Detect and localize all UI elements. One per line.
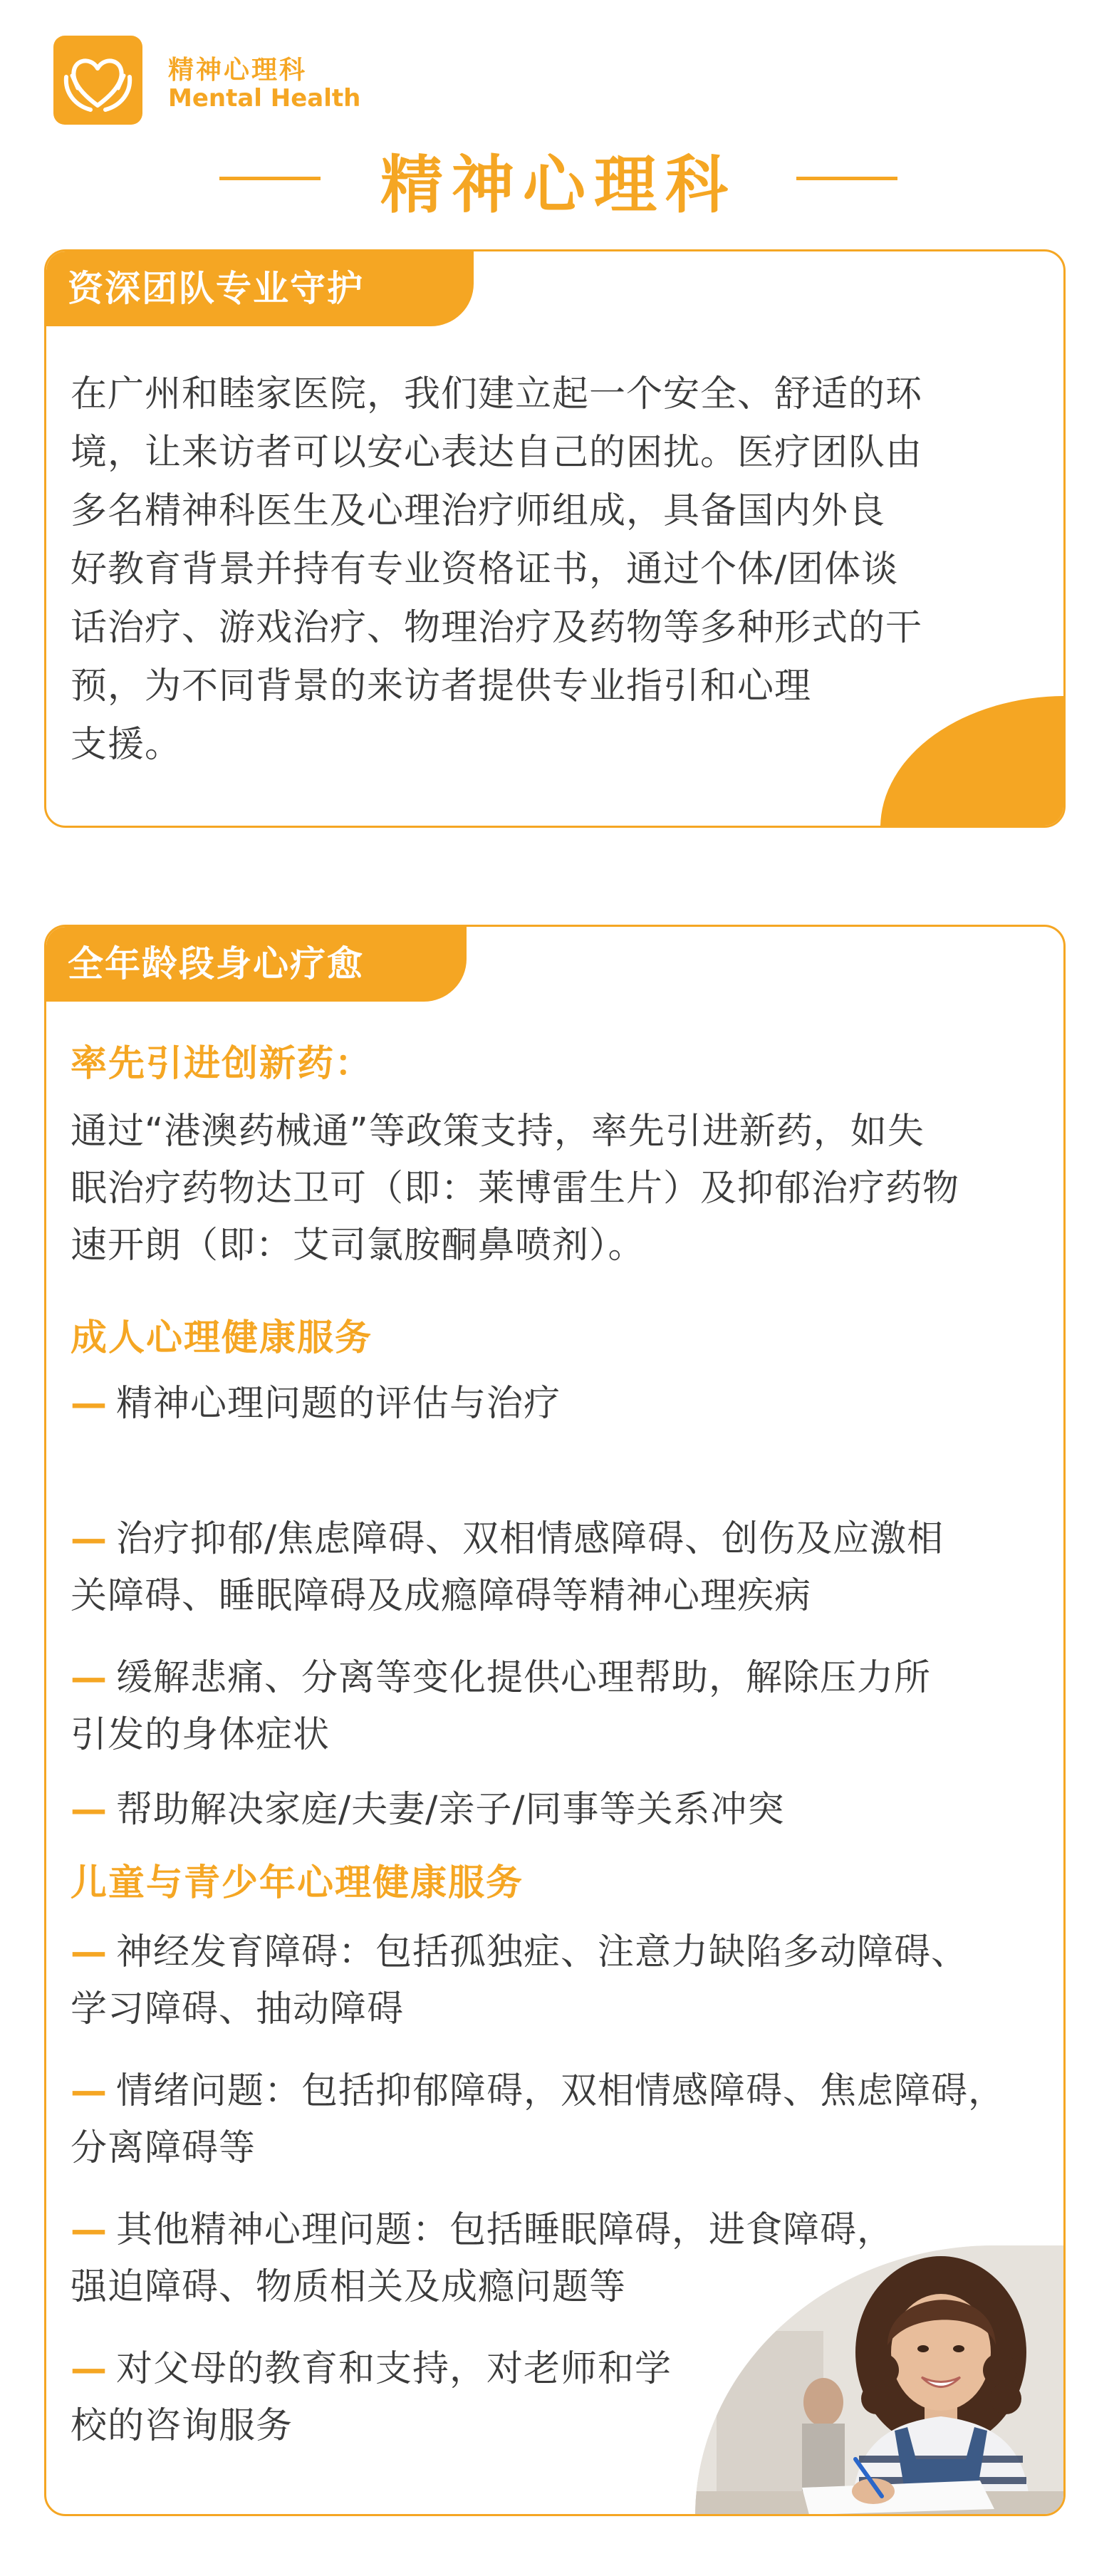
brand-name-en: Mental Health [168,84,361,113]
list-item [71,1650,1061,1764]
section-heading-children: 儿童与青少年心理健康服务 [71,1862,524,1904]
card-tab-title: 全年龄段身心疗愈 [46,927,467,1002]
list-item-text: 校的咨询服务 [71,2405,293,2447]
dash-marker: — [71,2209,108,2251]
dash-marker: — [71,1383,108,1425]
list-item [71,1924,1061,2038]
text-line: 话治疗、游戏治疗、物理治疗及药物等多种形式的干 [71,607,923,649]
list-item [71,2063,1061,2177]
text-line: 境，让来访者可以安心表达自己的困扰。医疗团队由 [71,432,923,474]
list-item [71,1376,1061,1433]
title-divider-right [796,177,897,180]
innovative-drugs-text [71,1103,1053,1274]
list-item [71,2341,783,2455]
list-item-text: 缓解悲痛、分离等变化提供心理帮助，解除压力所 [116,1657,932,1699]
text-line: 眠治疗药物达卫可（即：莱博雷生片）及抑郁治疗药物 [71,1168,960,1210]
dash-marker: — [71,1789,108,1831]
list-item-text: 其他精神心理问题：包括睡眠障碍，进食障碍， [116,2209,895,2251]
dash-marker: — [71,1657,108,1699]
list-item-text: 帮助解决家庭/夫妻/亲子/同事等关系冲突 [116,1789,785,1831]
text-line: 通过“港澳药械通”等政策支持，率先引进新药，如失 [71,1111,925,1153]
logo [53,36,142,125]
list-item [71,1782,1061,1839]
text-line: 多名精神科医生及心理治疗师组成，具备国内外良 [71,490,886,532]
dash-marker: — [71,1518,108,1560]
text-line: 好教育背景并持有专业资格证书，通过个体/团体谈 [71,549,899,591]
text-line: 在广州和睦家医院，我们建立起一个安全、舒适的环 [71,373,923,415]
text-line: 速开朗（即：艾司氯胺酮鼻喷剂）。 [71,1225,645,1267]
list-item-text: 神经发育障碍：包括孤独症、注意力缺陷多动障碍、 [116,1931,969,1973]
dash-marker: — [71,2348,108,2390]
list-item-text: 情绪问题：包括抑郁障碍，双相情感障碍、焦虑障碍， [116,2070,1006,2112]
list-item-text: 强迫障碍、物质相关及成瘾问题等 [71,2266,627,2308]
services-card [44,925,1066,2516]
text-line: 预，为不同背景的来访者提供专业指引和心理 [71,665,812,707]
dash-marker: — [71,1931,108,1973]
list-item-text: 精神心理问题的评估与治疗 [116,1383,561,1425]
section-heading-adult: 成人心理健康服务 [71,1317,373,1359]
text-line: 支援。 [71,724,182,766]
card-tab-title: 资深团队专业守护 [46,251,474,326]
list-item [71,1511,1061,1625]
list-item-text: 学习障碍、抽动障碍 [71,1988,405,2030]
list-item-text: 治疗抑郁/焦虑障碍、双相情感障碍、创伤及应激相 [116,1518,944,1560]
hands-heart-icon [53,36,142,125]
list-item-text: 引发的身体症状 [71,1714,330,1756]
title-divider-left [219,177,321,180]
list-item-text: 分离障碍等 [71,2127,256,2169]
page-title: 精神心理科 [380,148,736,222]
team-card [44,249,1066,828]
list-item-text: 关障碍、睡眠障碍及成瘾障碍等精神心理疾病 [71,1575,812,1617]
brand-name-cn: 精神心理科 [168,56,308,85]
dash-marker: — [71,2070,108,2112]
section-heading-innovative-drugs: 率先引进创新药： [71,1043,373,1085]
list-item-text: 对父母的教育和支持，对老师和学 [116,2348,672,2390]
team-description [71,365,1039,774]
